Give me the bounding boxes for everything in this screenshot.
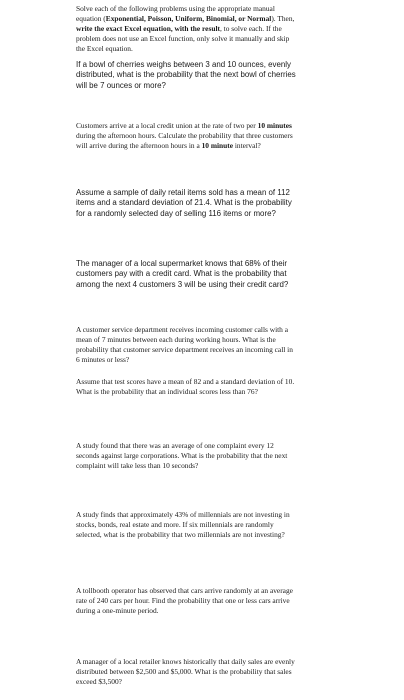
problem-retail-sales-uniform: A manager of a local retailer knows historically that daily sales are evenly distributed between $2,500 and $5,000. What is the probability that sales exceed $3,500? [76, 657, 295, 686]
instructions-paragraph [76, 4, 298, 54]
problem-2-interval-2: 10 minute [201, 141, 234, 150]
problem-millennials-binomial: A study finds that approximately 43% of millennials are not investing in stocks, bonds, real estate and more. If six millennials are randomly selected, what is the probability that two millennials are not investing? [76, 510, 290, 539]
problem-cherries-uniform: If a bowl of cherries weighs between 3 and 10 ounces, evenly distributed, what is the probability that the next bowl of cherries will be 7 ounces or more? [76, 60, 296, 90]
problem-2-interval-1: 10 minutes [257, 121, 292, 130]
problem-2-text-3: interval? [233, 141, 261, 150]
instructions-text-2: ). Then, [271, 14, 295, 23]
problem-tollbooth-poisson: A tollbooth operator has observed that cars arrive randomly at an average rate of 240 cars per hour. Find the probability that one or less cars arrive during a one-minute period. [76, 586, 293, 615]
instructions-methods: Exponential, Poisson, Uniform, Binomial, or Normal [105, 14, 272, 23]
problem-complaints-exponential: A study found that there was an average of one complaint every 12 seconds against large corporations. What is the probability that the next complaint will take less than 10 seconds? [76, 441, 288, 470]
instructions-text-3: , to solve each. If the problem does not use an Excel function, only solve it manually and skip the Excel equation. [76, 24, 290, 53]
problem-2-text-1: Customers arrive at a local credit union at the rate of two per [76, 121, 258, 130]
problem-retail-items-normal: Assume a sample of daily retail items sold has a mean of 112 items and a standard deviation of 21.4. What is the probability for a randomly selected day of selling 116 items or more? [76, 188, 292, 218]
problem-credit-union-poisson [76, 121, 298, 151]
instructions-excel-requirement: write the exact Excel equation, with the result [76, 24, 220, 33]
problem-test-scores-normal: Assume that test scores have a mean of 82 and a standard deviation of 10. What is the probability that an individual scores less than 76? [76, 377, 295, 396]
problem-customer-service-exponential: A customer service department receives incoming customer calls with a mean of 7 minutes between each during working hours. What is the probability that customer service department receives an incoming call in 6 minutes or less? [76, 325, 293, 364]
instructions-text-1: Solve each of the following problems using the appropriate manual equation ( [76, 4, 275, 23]
problem-supermarket-binomial: The manager of a local supermarket knows that 68% of their customers pay with a credit card. What is the probability that among the next 4 customers 3 will be using their credit card? [76, 259, 289, 289]
problem-2-text-2: during the afternoon hours. Calculate the probability that three customers will arrive during the afternoon hours in a [76, 131, 293, 150]
